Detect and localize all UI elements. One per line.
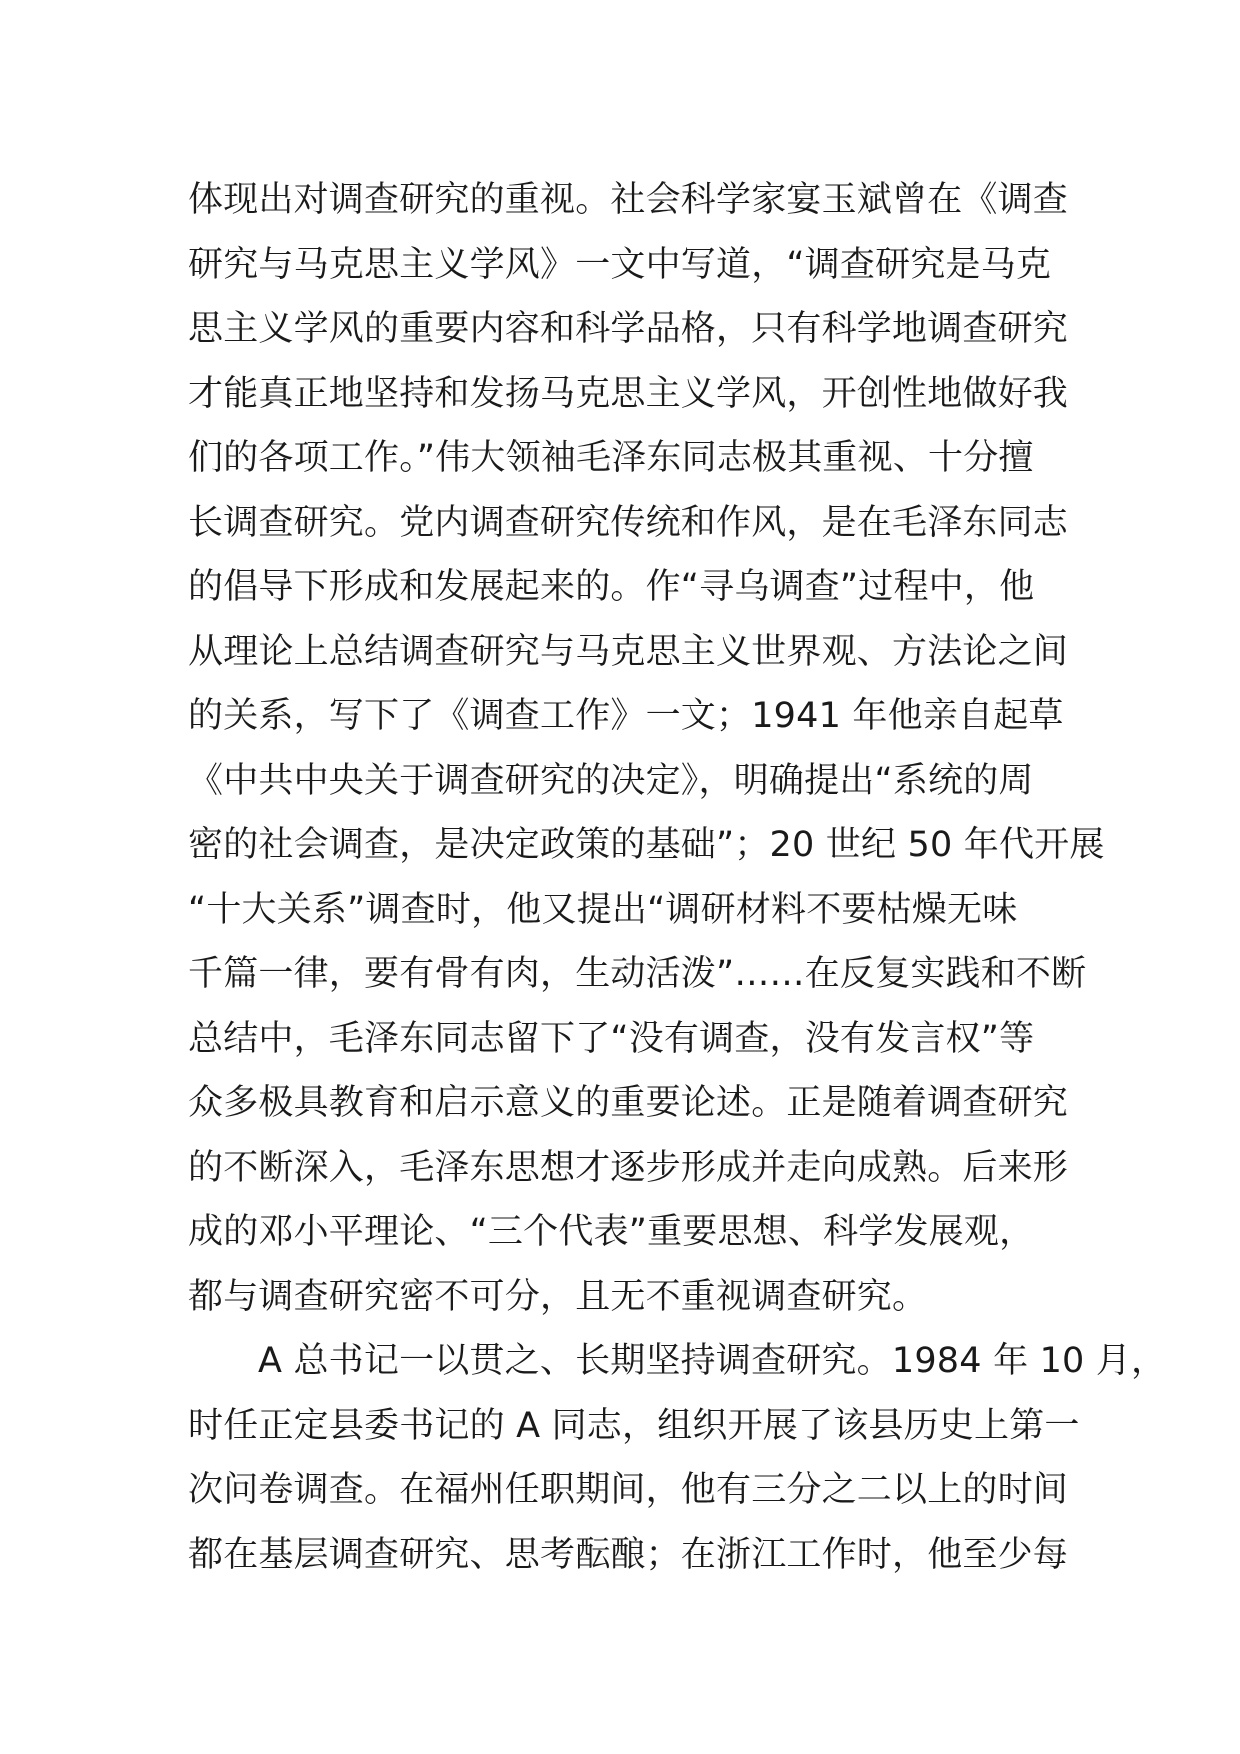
text-line: 总结中，毛泽东同志留下了“没有调查，没有发言权”等 xyxy=(188,1018,1035,1059)
paragraph-1 xyxy=(188,168,1105,1329)
text-line: 才能真正地坚持和发扬马克思主义学风，开创性地做好我 xyxy=(188,373,1069,414)
text-line: 次问卷调查。在福州任职期间，他有三分之二以上的时间 xyxy=(188,1470,1069,1510)
text-line: 都在基层调查研究、思考酝酿；在浙江工作时，他至少每 xyxy=(188,1534,1069,1575)
text-line: 的倡导下形成和发展起来的。作“寻乌调查”过程中，他 xyxy=(188,567,1035,607)
text-line: “十大关系”调查时，他又提出“调研材料不要枯燥无味 xyxy=(188,889,1018,930)
text-line: 众多极具教育和启示意义的重要论述。正是随着调查研究 xyxy=(188,1083,1069,1123)
text-line: 千篇一律，要有骨有肉，生动活泼”……在反复实践和不断 xyxy=(188,954,1087,994)
text-line: 研究与马克思主义学风》一文中写道，“调查研究是马克 xyxy=(188,244,1052,285)
text-line: 长调查研究。党内调查研究传统和作风，是在毛泽东同志 xyxy=(188,502,1069,543)
text-line: 密的社会调查，是决定政策的基础”；20 世纪 50 年代开展 xyxy=(188,825,1105,865)
text-line: 从理论上总结调查研究与马克思主义世界观、方法论之间 xyxy=(188,631,1069,672)
text-line: 们的各项工作。”伟大领袖毛泽东同志极其重视、十分擅 xyxy=(188,438,1034,478)
text-line: 的不断深入，毛泽东思想才逐步形成并走向成熟。后来形 xyxy=(188,1147,1069,1188)
text-line: 思主义学风的重要内容和科学品格，只有科学地调查研究 xyxy=(188,309,1069,349)
text-line: 时任正定县委书记的 A 同志，组织开展了该县历史上第一 xyxy=(188,1405,1080,1446)
text-line: 都与调查研究密不可分，且无不重视调查研究。 xyxy=(188,1276,928,1317)
body-text xyxy=(188,168,1167,1587)
text-line: 体现出对调查研究的重视。社会科学家宴玉斌曾在《调查 xyxy=(188,180,1069,220)
text-line: 成的邓小平理论、“三个代表”重要思想、科学发展观， xyxy=(188,1212,1035,1252)
text-line: A 总书记一以贯之、长期坚持调查研究。1984 年 10 月， xyxy=(258,1341,1167,1381)
text-line: 《中共中央关于调查研究的决定》，明确提出“系统的周 xyxy=(188,760,1034,801)
text-line: 的关系，写下了《调查工作》一文；1941 年他亲自起草 xyxy=(188,696,1064,736)
paragraph-2 xyxy=(188,1329,1167,1587)
